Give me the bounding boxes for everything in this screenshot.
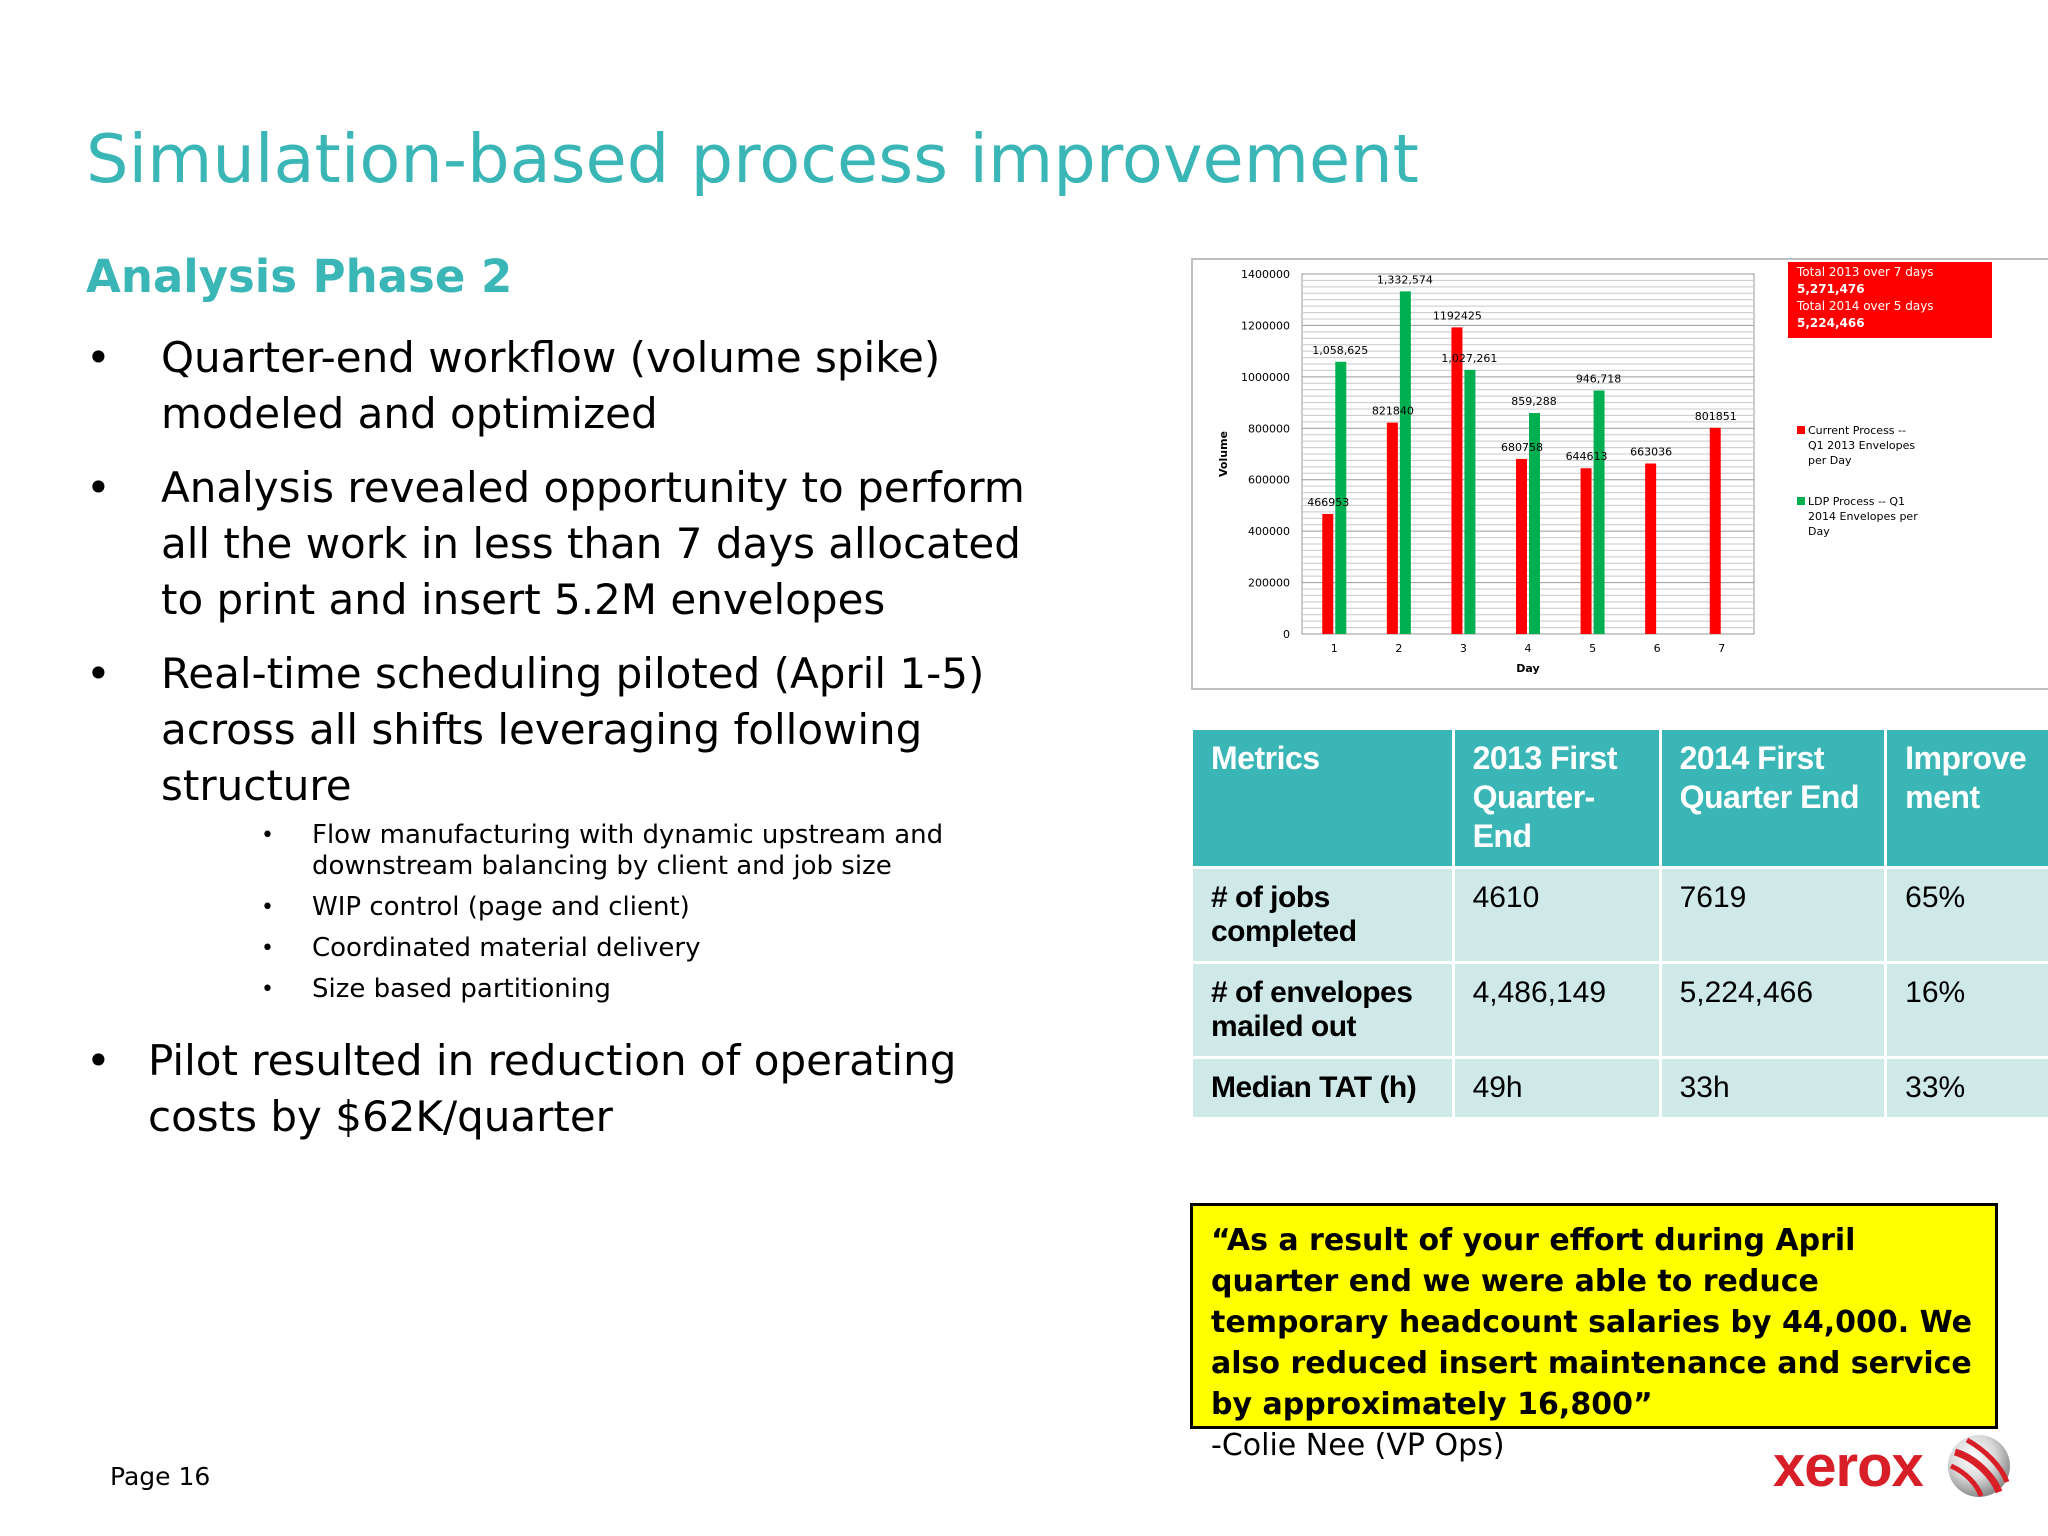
data-label-2014: 1,027,261 <box>1441 351 1498 365</box>
legend-2014-swatch <box>1797 497 1805 505</box>
y-tick-label: 800000 <box>1248 422 1290 436</box>
x-tick-label: 6 <box>1653 642 1661 655</box>
table-cell: 7619 <box>1662 869 1885 961</box>
bullet-item <box>86 1033 1046 1145</box>
y-tick-label: 600000 <box>1248 473 1290 487</box>
slide-title: Simulation-based process improvement <box>86 120 1419 198</box>
bar-2013 <box>1387 423 1398 634</box>
table-cell: 65% <box>1887 869 2048 961</box>
bar-2014 <box>1594 391 1605 634</box>
sub-bullet-dot: • <box>261 823 274 848</box>
x-tick-label: 5 <box>1589 642 1597 655</box>
data-label-2013: 663036 <box>1630 445 1673 459</box>
data-label-2013: 466953 <box>1307 495 1350 509</box>
sub-bullet-dot: • <box>261 977 274 1002</box>
bar-2013 <box>1516 459 1527 634</box>
bar-2014 <box>1464 370 1475 634</box>
legend-2013-label: Current Process -- <box>1808 424 1906 437</box>
data-label-2014: 1,058,625 <box>1312 343 1369 357</box>
x-tick-label: 2 <box>1395 642 1403 655</box>
xerox-logo <box>1773 1432 2013 1506</box>
bullet-dot: • <box>86 333 111 382</box>
table-header-cell: Metrics <box>1193 730 1452 866</box>
table-row <box>1193 869 2048 961</box>
total-annotation-line: 5,224,466 <box>1797 316 1865 330</box>
y-tick-label: 400000 <box>1248 525 1290 539</box>
data-label-2013: 1192425 <box>1432 309 1482 323</box>
bullet-text: Quarter-end workflow (volume spike) modeled and optimized <box>161 333 941 438</box>
table-row-label: # of jobs completed <box>1193 869 1452 961</box>
table-header-row <box>1193 730 2048 866</box>
sub-bullet-item <box>161 892 1046 923</box>
bullet-dot: • <box>86 649 111 698</box>
x-tick-label: 1 <box>1330 642 1338 655</box>
data-label-2013: 801851 <box>1694 409 1737 423</box>
quote-attribution: -Colie Nee (VP Ops) <box>1211 1428 1505 1463</box>
data-label-2013: 821840 <box>1371 404 1414 418</box>
bullet-dot: • <box>86 1036 111 1085</box>
bar-2013 <box>1451 327 1462 634</box>
chart-svg <box>1193 260 2048 688</box>
table-cell: 33h <box>1662 1059 1885 1117</box>
bullet-text: Analysis revealed opportunity to perform all the work in less than 7 days allocated to print and insert 5.2M envelopes <box>161 463 1025 624</box>
bar-2013 <box>1645 464 1656 634</box>
legend-2013-swatch <box>1797 426 1805 434</box>
table-cell: 49h <box>1455 1059 1659 1117</box>
volume-chart <box>1191 258 2048 690</box>
metrics-table <box>1190 727 2048 1120</box>
table-header-cell: 2013 First Quarter-End <box>1455 730 1659 866</box>
legend-2014-label: Day <box>1808 525 1830 538</box>
sub-bullet-dot: • <box>261 936 274 961</box>
slide-subtitle: Analysis Phase 2 <box>86 250 513 303</box>
customer-quote <box>1190 1203 1998 1463</box>
y-tick-label: 1000000 <box>1241 370 1290 384</box>
y-tick-label: 0 <box>1283 628 1290 641</box>
sub-bullet-item <box>161 974 1046 1005</box>
xerox-sphere-icon <box>1945 1432 2013 1500</box>
bullet-item <box>86 460 1046 628</box>
bullet-item <box>86 646 1046 1005</box>
table-header-cell: Improve ment <box>1887 730 2048 866</box>
sub-bullet-list <box>161 820 1046 1005</box>
x-tick-label: 4 <box>1524 642 1532 655</box>
bar-2013 <box>1322 514 1333 634</box>
y-axis-title: Volume <box>1217 431 1230 477</box>
table-cell: 33% <box>1887 1059 2048 1117</box>
table-row <box>1193 964 2048 1056</box>
sub-bullet-item <box>161 933 1046 964</box>
total-annotation-line: Total 2014 over 5 days <box>1797 299 1934 313</box>
table-row-label: # of envelopes mailed out <box>1193 964 1452 1056</box>
data-label-2014: 1,332,574 <box>1376 273 1433 287</box>
table-cell: 16% <box>1887 964 2048 1056</box>
x-axis-title: Day <box>1516 662 1540 675</box>
table-cell: 5,224,466 <box>1662 964 1885 1056</box>
legend-2014-label: LDP Process -- Q1 <box>1808 495 1906 508</box>
table-row-label: Median TAT (h) <box>1193 1059 1452 1117</box>
sub-bullet-text: Size based partitioning <box>312 974 611 1004</box>
quote-text: “As a result of your effort during April quarter end we were able to reduce temporary headcount salaries by 44,000. We also reduced insert maintenance and service by approximately 16,800” <box>1211 1223 1972 1422</box>
bullet-text: Pilot resulted in reduction of operating costs by $62K/quarter <box>148 1036 957 1141</box>
table-cell: 4,486,149 <box>1455 964 1659 1056</box>
table-row <box>1193 1059 2048 1117</box>
data-label-2014: 946,718 <box>1575 372 1622 386</box>
x-tick-label: 7 <box>1718 642 1726 655</box>
data-label-2014: 859,288 <box>1511 395 1557 409</box>
sub-bullet-text: WIP control (page and client) <box>312 892 690 922</box>
sub-bullet-text: Coordinated material delivery <box>312 933 701 963</box>
bullet-list <box>86 330 1046 1163</box>
bar-2013 <box>1710 428 1721 634</box>
page-number: Page 16 <box>110 1462 211 1491</box>
table-header-cell: 2014 First Quarter End <box>1662 730 1885 866</box>
legend-2014-label: 2014 Envelopes per <box>1808 510 1918 523</box>
legend-2013-label: per Day <box>1808 454 1852 467</box>
sub-bullet-dot: • <box>261 895 274 920</box>
total-annotation-line: 5,271,476 <box>1797 282 1865 296</box>
x-tick-label: 3 <box>1459 642 1467 655</box>
bar-2014 <box>1400 291 1411 634</box>
y-tick-label: 1200000 <box>1241 319 1290 333</box>
bullet-item <box>86 330 1046 442</box>
total-annotation-line: Total 2013 over 7 days <box>1797 265 1934 279</box>
y-tick-label: 1400000 <box>1241 268 1290 281</box>
table-cell: 4610 <box>1455 869 1659 961</box>
bar-2013 <box>1581 468 1592 634</box>
data-label-2013: 680758 <box>1501 440 1543 454</box>
y-tick-label: 200000 <box>1248 576 1290 590</box>
logo-wordmark: xerox <box>1773 1434 1923 1499</box>
sub-bullet-text: Flow manufacturing with dynamic upstream and downstream balancing by client and job size <box>312 820 944 881</box>
bullet-dot: • <box>86 463 111 512</box>
legend-2013-label: Q1 2013 Envelopes <box>1808 439 1916 452</box>
sub-bullet-item <box>161 820 1046 882</box>
bullet-text: Real-time scheduling piloted (April 1-5) across all shifts leveraging following structure <box>161 649 985 810</box>
data-label-2013: 644613 <box>1565 450 1608 464</box>
